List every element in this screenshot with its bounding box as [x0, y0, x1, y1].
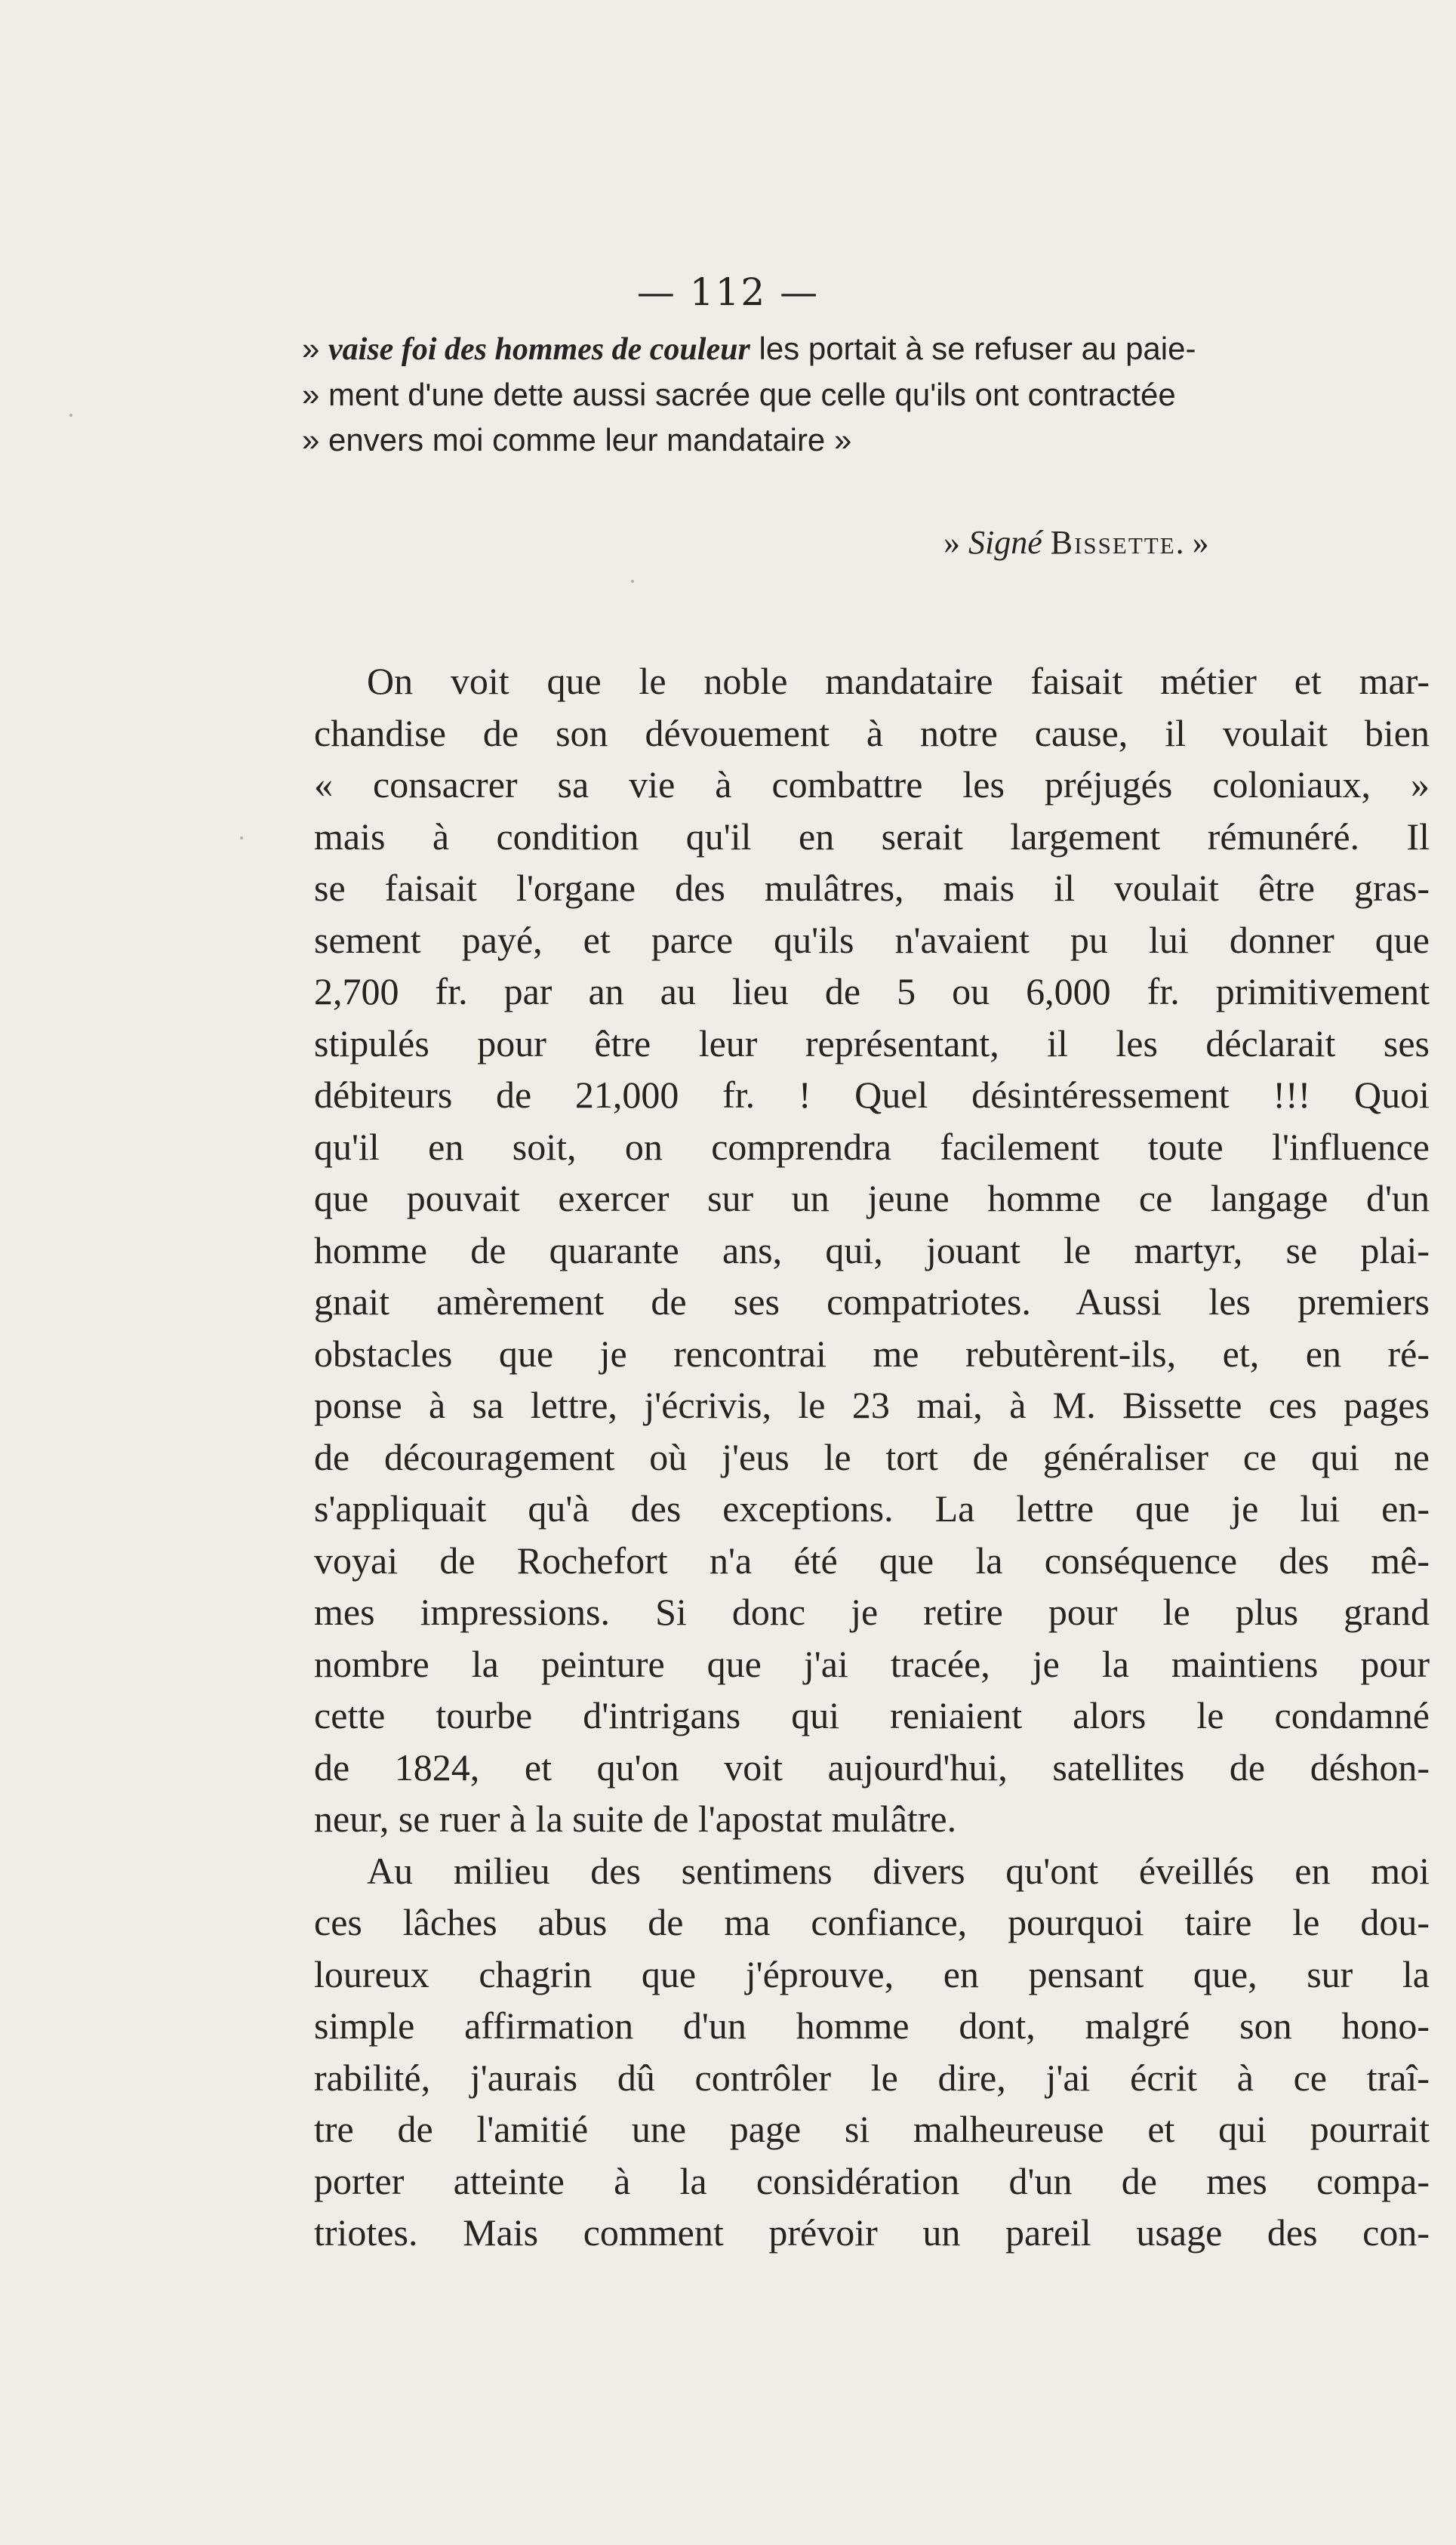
text-line: sement payé, et parce qu'ils n'avaient pu lui donner que [314, 918, 1430, 961]
quote-line [302, 417, 1427, 463]
text-line: Au milieu des sentimens divers qu'ont éveillés en moi [367, 1849, 1430, 1892]
paper-speck [240, 837, 243, 840]
text-line: homme de quarante ans, qui, jouant le martyr, se plai- [314, 1228, 1430, 1271]
page-number: — 112 — [636, 270, 820, 314]
signature-name: Bissette [1050, 524, 1176, 561]
signature-close-quote: . » [1175, 524, 1209, 561]
quote-text: ment d'une dette aussi sacrée que celle qu'ils ont contractée [328, 377, 1176, 412]
quote-text: les portait à se refuser au paie- [750, 331, 1196, 366]
text-line: rabilité, j'aurais dû contrôler le dire, j'ai écrit à ce traî- [314, 2056, 1430, 2099]
text-line: obstacles que je rencontrai me rebutèrent-ils, et, en ré- [314, 1332, 1430, 1375]
text-line: de découragement où j'eus le tort de généraliser ce qui ne [314, 1435, 1430, 1478]
quote-italic-text: vaise foi des hommes de couleur [328, 332, 750, 367]
text-line: « consacrer sa vie à combattre les préjugés coloniaux, » [314, 763, 1430, 806]
paper-speck [631, 580, 634, 583]
text-line: porter atteinte à la considération d'un de mes compa- [314, 2159, 1430, 2202]
quote-line [302, 326, 1427, 372]
text-line: que pouvait exercer sur un jeune homme ce langage d'un [314, 1177, 1430, 1219]
text-line: qu'il en soit, on comprendra facilement toute l'influence [314, 1125, 1430, 1168]
body-text [314, 655, 1430, 2259]
signature-open-quote: » [943, 524, 968, 561]
quote-mark: » [302, 377, 329, 412]
text-line: mes impressions. Si donc je retire pour le plus grand [314, 1591, 1430, 1633]
text-line: loureux chagrin que j'éprouve, en pensant que, sur la [314, 1952, 1430, 1995]
quote-line [302, 372, 1427, 417]
text-line: triotes. Mais comment prévoir un pareil usage des con- [314, 2211, 1430, 2254]
text-line: stipulés pour être leur représentant, il les déclarait ses [314, 1021, 1430, 1065]
quoted-letter-ending [302, 326, 1427, 463]
text-line: 2,700 fr. par an au lieu de 5 ou 6,000 fr. primitivement [314, 970, 1430, 1012]
text-line: chandise de son dévouement à notre cause, il voulait bien [314, 711, 1430, 754]
text-line: gnait amèrement de ses compatriotes. Aussi les premiers [314, 1280, 1430, 1323]
signature-line [943, 523, 1209, 562]
paper-speck [69, 414, 72, 417]
text-line: s'appliquait qu'à des exceptions. La lettre que je lui en- [314, 1487, 1430, 1530]
signature-label: Signé [968, 524, 1042, 561]
text-line: ponse à sa lettre, j'écrivis, le 23 mai, à M. Bissette ces pages [314, 1384, 1430, 1426]
text-line: débiteurs de 21,000 fr. ! Quel désintéressement !!! Quoi [314, 1074, 1430, 1116]
text-line: nombre la peinture que j'ai tracée, je la maintiens pour [314, 1642, 1430, 1685]
quote-mark: » [302, 422, 329, 458]
text-line: mais à condition qu'il en serait largement rémunéré. Il [314, 815, 1430, 858]
text-line: cette tourbe d'intrigans qui reniaient alors le condamné [314, 1694, 1430, 1736]
text-line: On voit que le noble mandataire faisait métier et mar- [367, 660, 1430, 702]
quote-text: envers moi comme leur mandataire » [328, 422, 852, 458]
text-line: simple affirmation d'un homme dont, malgré son hono- [314, 2004, 1430, 2047]
text-line: de 1824, et qu'on voit aujourd'hui, satellites de déshon- [314, 1745, 1430, 1789]
text-line: neur, se ruer à la suite de l'apostat mulâtre. [314, 1798, 957, 1840]
text-line: tre de l'amitié une page si malheureuse et qui pourrait [314, 2108, 1430, 2150]
text-line: se faisait l'organe des mulâtres, mais il voulait être gras- [314, 867, 1430, 909]
text-line: ces lâches abus de ma confiance, pourquoi taire le dou- [314, 1901, 1430, 1943]
text-line: voyai de Rochefort n'a été que la conséquence des mê- [314, 1539, 1430, 1582]
quote-mark: » [302, 331, 329, 366]
